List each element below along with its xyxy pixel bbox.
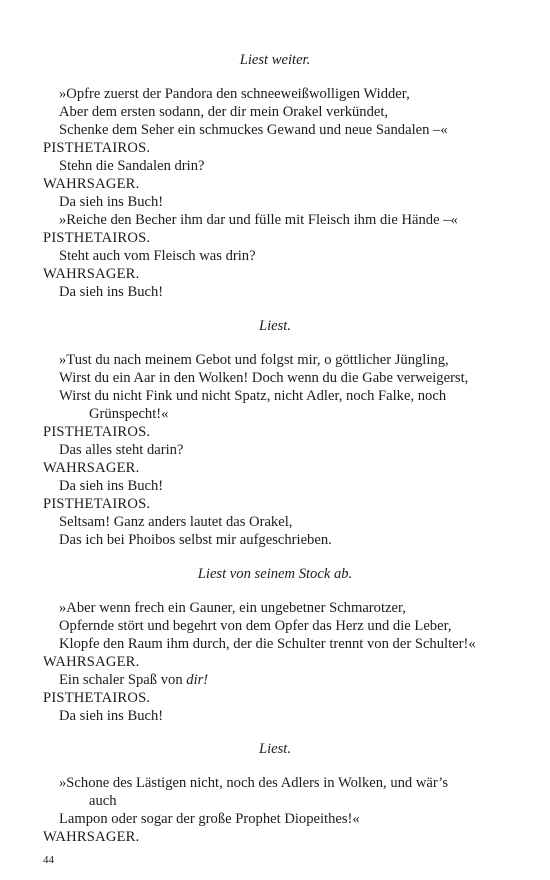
speaker-name: WAHRSAGER.: [43, 829, 140, 845]
verse-line-continuation: Grünspecht!«: [89, 406, 169, 422]
speaker-name: PISTHETAIROS.: [43, 424, 151, 440]
verse-line: »Aber wenn frech ein Gauner, ein ungebetner Schmarotzer,: [59, 600, 406, 616]
verse-line: »Opfre zuerst der Pandora den schneeweißwolligen Widder,: [59, 86, 410, 102]
speaker-name: WAHRSAGER.: [43, 654, 140, 670]
verse-line: Das alles steht darin?: [59, 442, 184, 458]
speaker-name: WAHRSAGER.: [43, 176, 140, 192]
verse-line: Das ich bei Phoibos selbst mir aufgeschrieben.: [59, 532, 332, 548]
speaker-name: WAHRSAGER.: [43, 460, 140, 476]
verse-line: Schenke dem Seher ein schmuckes Gewand und neue Sandalen –«: [59, 122, 448, 138]
speaker-name: WAHRSAGER.: [43, 266, 140, 282]
speaker-name: PISTHETAIROS.: [43, 140, 151, 156]
verse-line: »Schone des Lästigen nicht, noch des Adlers in Wolken, und wär’s: [59, 775, 449, 791]
verse-line-continuation: auch: [89, 793, 117, 809]
verse-line: Da sieh ins Buch!: [59, 478, 164, 494]
verse-line: Lampon oder sogar der große Prophet Diopeithes!«: [59, 811, 360, 827]
verse-line: »Reiche den Becher ihm dar und fülle mit Fleisch ihm die Hände –«: [59, 212, 458, 228]
verse-line: Wirst du ein Aar in den Wolken! Doch wenn du die Gabe verweigerst,: [59, 370, 469, 386]
verse-line: Aber dem ersten sodann, der dir mein Orakel verkündet,: [59, 104, 389, 120]
page-number: 44: [43, 854, 54, 866]
verse-line: Wirst du nicht Fink und nicht Spatz, nicht Adler, noch Falke, noch: [59, 388, 447, 404]
stage-direction: Liest.: [258, 318, 292, 334]
speaker-name: PISTHETAIROS.: [43, 230, 151, 246]
verse-line: Steht auch vom Fleisch was drin?: [59, 248, 256, 264]
verse-line: Da sieh ins Buch!: [59, 708, 164, 724]
verse-line: Klopfe den Raum ihm durch, der die Schulter trennt von der Schulter!«: [59, 636, 476, 652]
stage-direction: Liest von seinem Stock ab.: [197, 566, 353, 582]
verse-line: Stehn die Sandalen drin?: [59, 158, 205, 174]
verse-line: Da sieh ins Buch!: [59, 284, 164, 300]
stage-direction: Liest weiter.: [239, 52, 311, 68]
verse-line: Da sieh ins Buch!: [59, 194, 164, 210]
stage-direction: Liest.: [258, 741, 292, 757]
verse-line: Opfernde stört und begehrt von dem Opfer das Herz und die Leber,: [59, 618, 452, 634]
speaker-name: PISTHETAIROS.: [43, 690, 151, 706]
verse-line: Seltsam! Ganz anders lautet das Orakel,: [59, 514, 293, 530]
speaker-name: PISTHETAIROS.: [43, 496, 151, 512]
verse-line: [59, 671, 208, 689]
emphasis-text: dir!: [186, 672, 209, 688]
verse-line: »Tust du nach meinem Gebot und folgst mir, o göttlicher Jüngling,: [59, 352, 449, 368]
verse-text: Ein schaler Spaß von: [59, 672, 187, 688]
